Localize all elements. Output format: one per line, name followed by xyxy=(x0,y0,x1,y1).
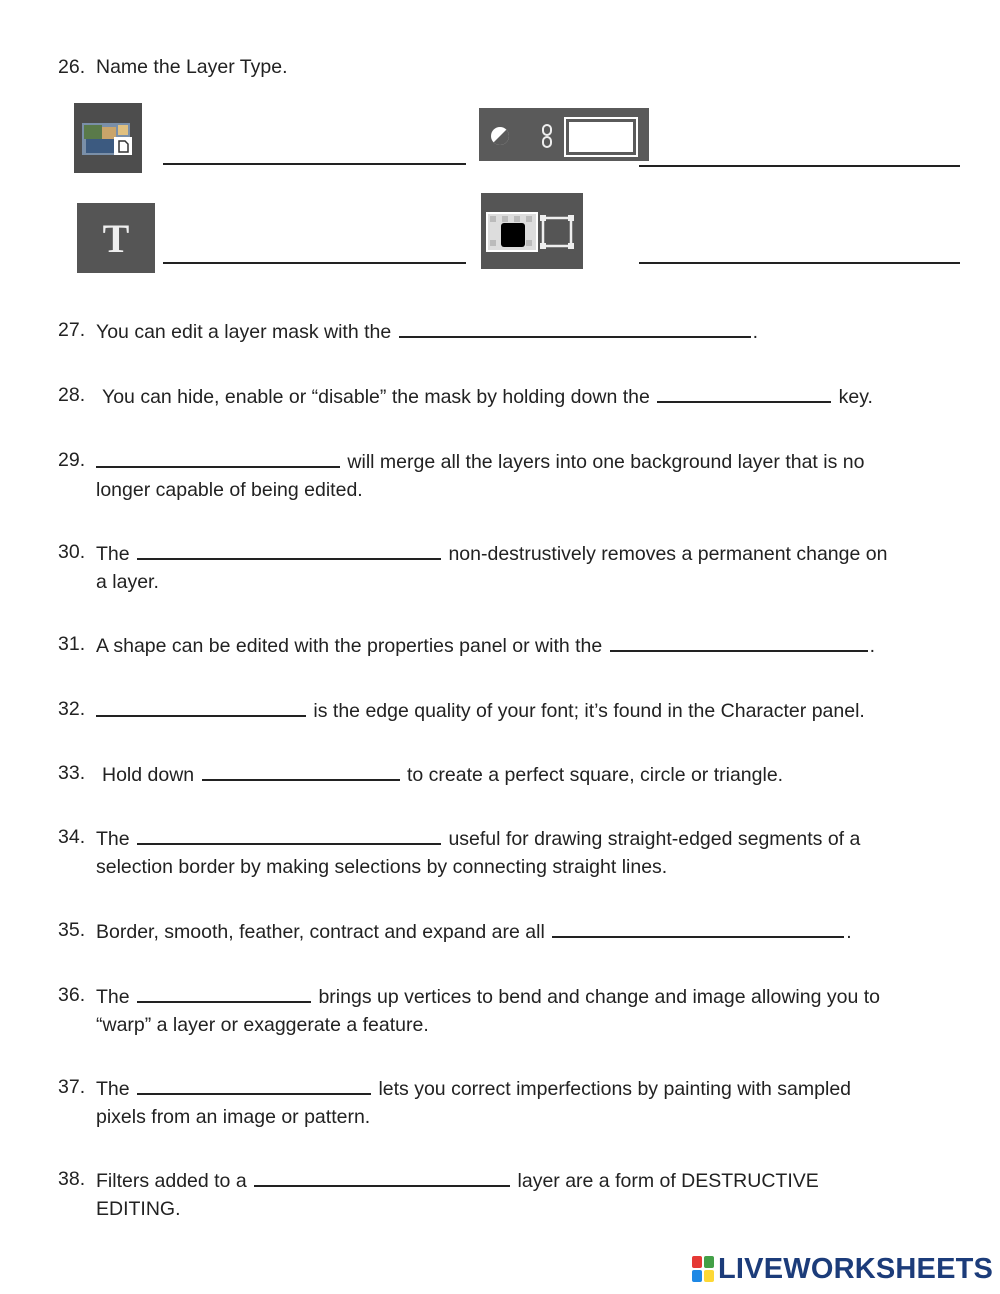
answer-blank[interactable] xyxy=(137,981,311,1003)
answer-blank[interactable] xyxy=(137,823,441,845)
question-text: . xyxy=(752,321,759,343)
question-31 xyxy=(58,630,938,660)
question-34 xyxy=(58,823,938,881)
question-35 xyxy=(58,916,938,946)
question-27 xyxy=(58,316,938,346)
question-text: Filters added to a xyxy=(96,1170,247,1192)
question-text: layer are a form of DESTRUCTIVE xyxy=(517,1170,819,1192)
question-text: The xyxy=(96,543,130,565)
question-number: 37. xyxy=(58,1076,86,1098)
brand-name: LIVEWORKSHEETS xyxy=(718,1252,994,1285)
question-text: useful for drawing straight-edged segments of a xyxy=(448,828,861,850)
question-number: 35. xyxy=(58,919,86,941)
answer-blank[interactable] xyxy=(96,695,306,717)
question-text: . xyxy=(869,635,876,657)
answer-blank[interactable] xyxy=(137,1073,371,1095)
question-text: longer capable of being edited. xyxy=(96,479,363,501)
question-text: to create a perfect square, circle or triangle. xyxy=(406,764,784,786)
question-number: 32. xyxy=(58,698,86,720)
question-number: 31. xyxy=(58,633,86,655)
shape-layer-icon xyxy=(481,193,583,269)
type-glyph: T xyxy=(102,215,130,261)
answer-blank[interactable] xyxy=(399,316,751,338)
answer-line-smart-object[interactable] xyxy=(163,163,466,165)
question-text: key. xyxy=(838,386,873,408)
logo-mark-icon xyxy=(692,1256,714,1282)
liveworksheets-logo xyxy=(692,1252,993,1286)
question-number: 26. xyxy=(58,56,86,78)
question-text: You can edit a layer mask with the xyxy=(96,321,392,343)
question-text: brings up vertices to bend and change and image allowing you to xyxy=(318,986,880,1008)
question-number: 38. xyxy=(58,1168,86,1190)
answer-blank[interactable] xyxy=(610,630,868,652)
answer-line-type[interactable] xyxy=(163,262,466,264)
question-text: lets you correct imperfections by painting with sampled xyxy=(378,1078,852,1100)
question-28 xyxy=(58,381,938,411)
question-text: A shape can be edited with the properties panel or with the xyxy=(96,635,603,657)
question-number: 29. xyxy=(58,449,86,471)
answer-blank[interactable] xyxy=(552,916,844,938)
answer-blank[interactable] xyxy=(657,381,831,403)
question-text: You can hide, enable or “disable” the mask by holding down the xyxy=(102,386,650,408)
question-text: non-destrustively removes a permanent change on xyxy=(448,543,888,565)
smart-object-layer-icon xyxy=(74,103,142,173)
answer-line-adjustment[interactable] xyxy=(639,165,960,167)
answer-blank[interactable] xyxy=(202,759,400,781)
question-text: The xyxy=(96,828,130,850)
question-37 xyxy=(58,1073,938,1131)
question-number: 28. xyxy=(58,384,86,406)
type-layer-icon xyxy=(77,203,155,273)
question-29 xyxy=(58,446,938,504)
question-number: 27. xyxy=(58,319,86,341)
question-32 xyxy=(58,695,938,725)
question-38 xyxy=(58,1165,938,1223)
question-text: will merge all the layers into one background layer that is no xyxy=(347,451,865,473)
answer-blank[interactable] xyxy=(96,446,340,468)
question-text: The xyxy=(96,986,130,1008)
question-text: Hold down xyxy=(102,764,195,786)
question-text: Name the Layer Type. xyxy=(96,56,288,78)
question-text: Border, smooth, feather, contract and expand are all xyxy=(96,921,545,943)
question-text: is the edge quality of your font; it’s found in the Character panel. xyxy=(313,700,865,722)
question-text: selection border by making selections by connecting straight lines. xyxy=(96,856,668,878)
question-text: pixels from an image or pattern. xyxy=(96,1106,371,1128)
question-26 xyxy=(58,53,938,81)
adjustment-layer-icon xyxy=(479,108,649,161)
question-number: 34. xyxy=(58,826,86,848)
answer-blank[interactable] xyxy=(137,538,441,560)
question-36 xyxy=(58,981,938,1039)
question-text: a layer. xyxy=(96,571,159,593)
question-33 xyxy=(58,759,938,789)
question-text: The xyxy=(96,1078,130,1100)
question-text: . xyxy=(846,921,852,943)
question-text: EDITING. xyxy=(96,1198,181,1220)
question-number: 30. xyxy=(58,541,86,563)
question-30 xyxy=(58,538,938,596)
answer-line-shape[interactable] xyxy=(639,262,960,264)
question-number: 36. xyxy=(58,984,86,1006)
question-number: 33. xyxy=(58,762,86,784)
question-text: “warp” a layer or exaggerate a feature. xyxy=(96,1014,429,1036)
answer-blank[interactable] xyxy=(254,1165,510,1187)
